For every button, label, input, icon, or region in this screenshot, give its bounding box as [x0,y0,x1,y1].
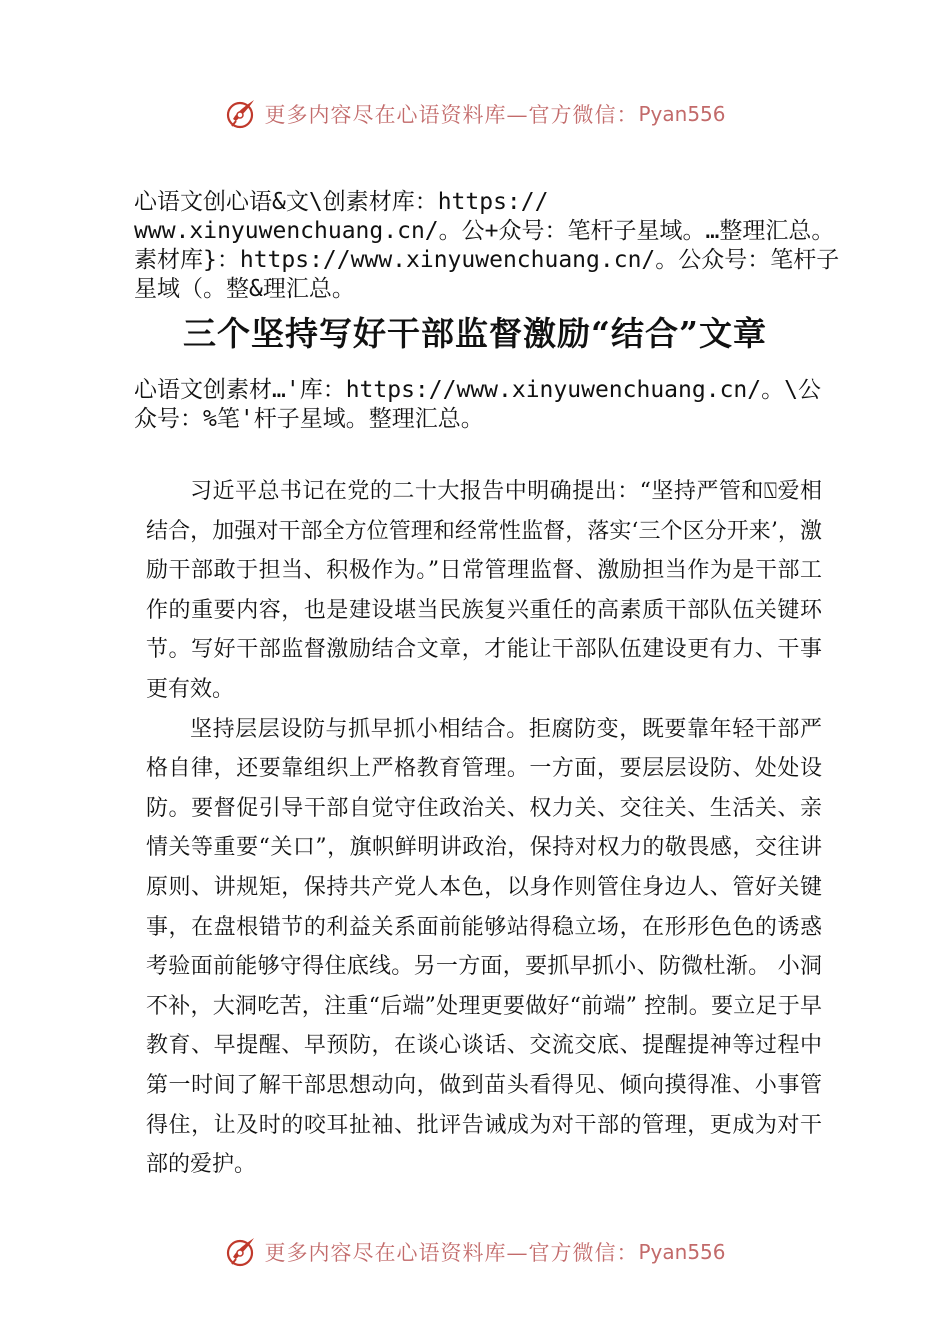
quill-pen-seal-icon [224,97,258,131]
source-note-1: 心语文创心语&文\创素材库：https:// www.xinyuwenchuang.cn/。公+众号：笔杆子星域。…整理汇总。 素材库}：https://www.xinyuwenchuang.cn/。公众号：笔杆子 星域（。整&理汇总。 [134,189,840,302]
banner-wechat-id: Pyan556 [638,102,726,126]
article-body [146,472,822,1185]
banner-wechat-id: Pyan556 [638,1240,726,1264]
quill-pen-seal-icon [224,1235,258,1269]
banner-text: 更多内容尽在心语资料库—官方微信： [264,103,639,127]
source-note-2: 心语文创素材…'库：https://www.xinyuwenchuang.cn/。\公 众号：%笔'杆子星域。整理汇总。 [134,377,821,432]
header-watermark-banner [0,94,950,134]
banner-text: 更多内容尽在心语资料库—官方微信： [264,1241,639,1265]
paragraph-intro: 习近平总书记在党的二十大报告中明确提出：“坚持严管和⍂爱相结合，加强对干部全方位管理和经常性监督，落实‘三个区分开来’，激励干部敢于担当、积极作为。”日常管理监督、激励担当作为是干部工作的重要内容，也是建设堪当民族复兴重任的高素质干部队伍关键环节。写好干部监督激励结合文章，才能让干部队伍建设更有力、干事更有效。 [146,479,822,702]
article-title: 三个坚持写好干部监督激励“结合”文章 [183,314,767,353]
paragraph-layered-defense: 坚持层层设防与抓早抓小相结合。拒腐防变，既要靠年轻干部严格自律，还要靠组织上严格教育管理。一方面，要层层设防、处处设防。要督促引导干部自觉守住政治关、权力关、交往关、生活关、亲情关等重要“关口”，旗帜鲜明讲政治，保持对权力的敬畏感，交往讲原则、讲规矩，保持共产党人本色，以身作则管住身边人、管好关键事，在盘根错节的利益关系面前能够站得稳立场，在形形色色的诱惑考验面前能够守得住底线。另一方面，要抓早抓小、防微杜渐。 小洞不补，大洞吃苦，注重“后端”处理更要做好“前端” 控制。要立足于早教育、早提醒、早预防，在谈心谈话、交流交底、提醒提神等过程中第一时间了解干部思想动向，做到苗头看得见、倾向摸得准、小事管得住，让及时的咬耳扯袖、批评告诫成为对干部的管理，更成为对干部的爱护。 [146,716,822,1178]
footer-watermark-banner [0,1232,950,1272]
